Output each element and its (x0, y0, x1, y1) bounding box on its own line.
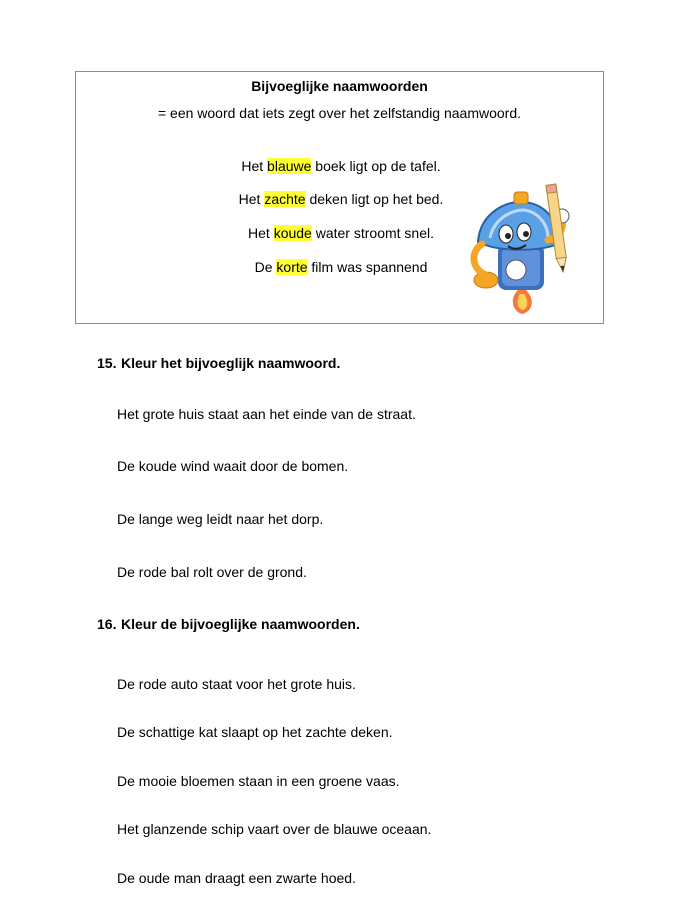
exercise-title (97, 616, 360, 632)
exercise-sentence: Het grote huis staat aan het einde van de straat. (117, 406, 416, 422)
exercise-number: 15. (97, 355, 117, 371)
exercise-instruction: Kleur het bijvoeglijk naamwoord. (121, 355, 341, 371)
example-text: water stroomt snel. (311, 225, 434, 241)
exercise-instruction: Kleur de bijvoeglijke naamwoorden. (121, 616, 360, 632)
highlighted-adjective: koude (273, 225, 312, 241)
exercise-sentence: De lange weg leidt naar het dorp. (117, 511, 324, 527)
exercise-sentence: Het glanzende schip vaart over de blauwe oceaan. (117, 821, 432, 837)
example-sentence (151, 158, 531, 174)
exercise-sentence: De rode bal rolt over de grond. (117, 564, 307, 580)
info-box-definition: = een woord dat iets zegt over het zelfstandig naamwoord. (157, 105, 522, 121)
pencil-robot-mascot-icon (468, 182, 580, 318)
example-text: deken ligt op het bed. (305, 191, 444, 207)
example-text: boek ligt op de tafel. (311, 158, 441, 174)
info-box-title: Bijvoeglijke naamwoorden (251, 78, 428, 94)
exercise-number: 16. (97, 616, 117, 632)
example-text: De (254, 259, 277, 275)
exercise-title (97, 355, 340, 371)
exercise-sentence: De oude man draagt een zwarte hoed. (117, 870, 356, 886)
example-text: Het (238, 191, 265, 207)
example-text: Het (248, 225, 274, 241)
example-text: film was spannend (307, 259, 428, 275)
exercise-sentence: De koude wind waait door de bomen. (117, 458, 349, 474)
info-box (75, 71, 604, 324)
example-text: Het (241, 158, 268, 174)
highlighted-adjective: korte (276, 259, 308, 275)
exercise-sentence: De rode auto staat voor het grote huis. (117, 676, 356, 692)
exercise-sentence: De mooie bloemen staan in een groene vaas. (117, 773, 400, 789)
highlighted-adjective: zachte (264, 191, 306, 207)
exercise-sentence: De schattige kat slaapt op het zachte deken. (117, 724, 393, 740)
highlighted-adjective: blauwe (267, 158, 312, 174)
